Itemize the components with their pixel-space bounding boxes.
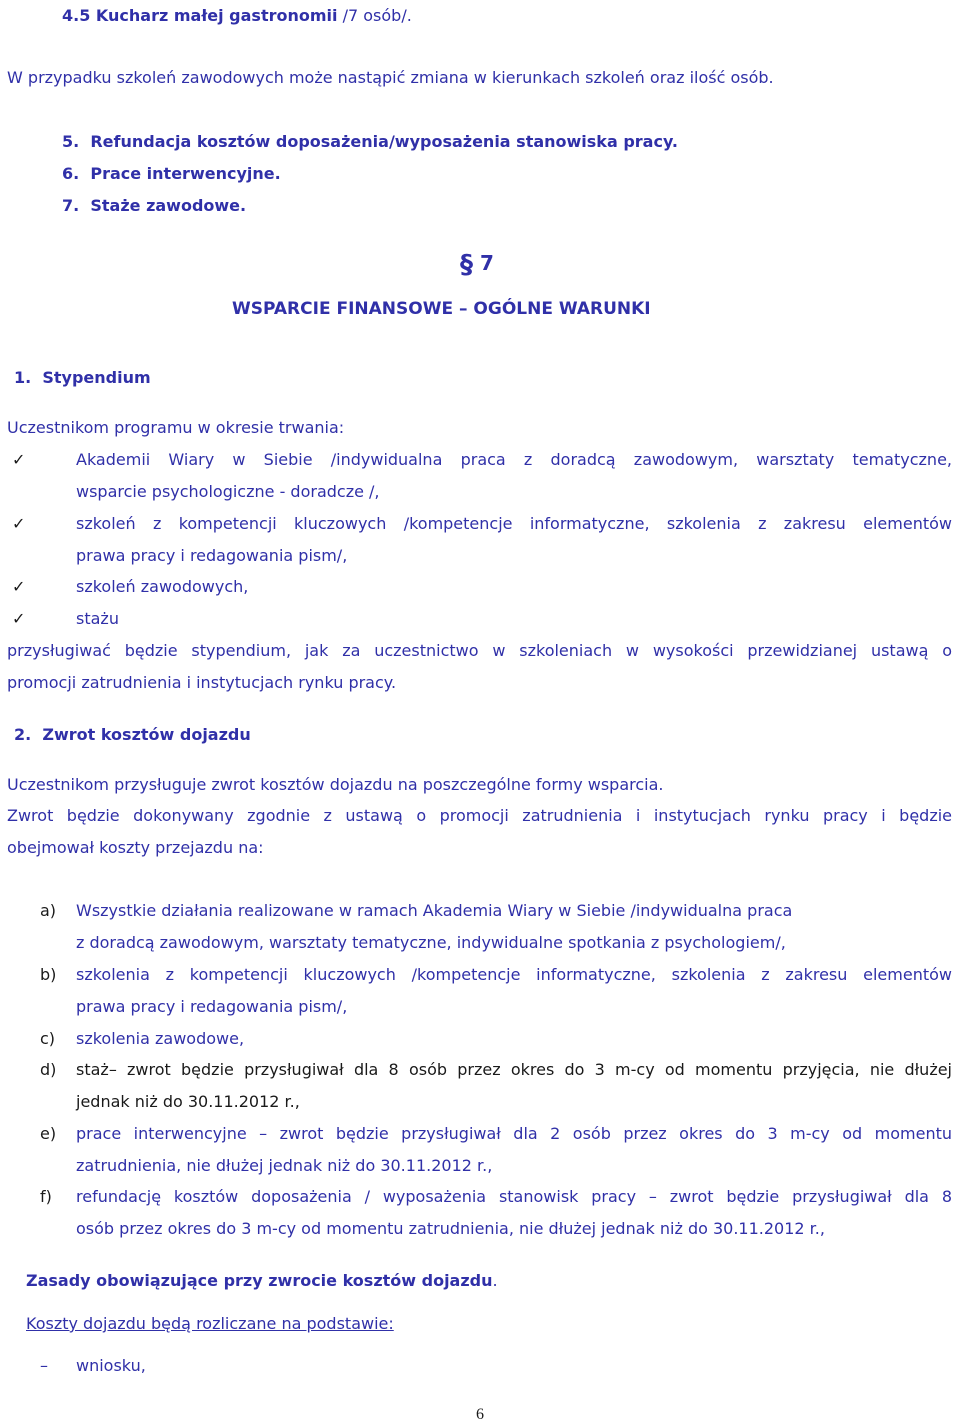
stypendium-closing-line1: przysługiwać będzie stypendium, jak za uczestnictwo w szkoleniach w wysokości przewidzianej ustawą o <box>7 641 952 660</box>
item-marker-a: a) <box>40 901 57 920</box>
item-marker-f: f) <box>40 1187 52 1206</box>
stypendium-heading: 1. Stypendium <box>14 368 151 387</box>
item-marker-c: c) <box>40 1029 56 1048</box>
zwrot-item-a-line1: Wszystkie działania realizowane w ramach Akademia Wiary w Siebie /indywidualna praca <box>76 901 793 920</box>
intro-text: W przypadku szkoleń zawodowych może nastąpić zmiana w kierunkach szkoleń oraz ilość osób. <box>7 68 774 87</box>
stypendium-item-2-line2: prawa pracy i redagowania pism/, <box>76 546 348 565</box>
zwrot-p2-line1: Zwrot będzie dokonywany zgodnie z ustawą o promocji zatrudnienia i instytucjach rynku pracy i będzie <box>7 806 952 825</box>
zwrot-item-f-line2: osób przez okres do 3 m-cy od momentu zatrudnienia, nie dłużej jednak niż do 30.11.2012 r., <box>76 1219 825 1238</box>
header-rest: /7 osób/. <box>337 6 412 25</box>
numbered-item-7: 7. Staże zawodowe. <box>62 196 247 215</box>
numbered-item-5: 5. Refundacja kosztów doposażenia/wyposażenia stanowiska pracy. <box>62 132 678 151</box>
page-number: 6 <box>476 1406 484 1423</box>
section-heading <box>460 250 494 278</box>
item-marker-b: b) <box>40 965 57 984</box>
zwrot-item-f-line1: refundację kosztów doposażenia / wyposażenia stanowisk pracy – zwrot będzie przysługiwał dla 8 <box>76 1187 952 1206</box>
stypendium-item-4: stażu <box>76 609 119 628</box>
stypendium-item-1-line2: wsparcie psychologiczne - doradcze /, <box>76 482 380 501</box>
stypendium-item-3: szkoleń zawodowych, <box>76 577 249 596</box>
zwrot-item-d-line1: staż– zwrot będzie przysługiwał dla 8 osób przez okres do 3 m-cy od momentu przyjęcia, nie dłużej <box>76 1060 952 1079</box>
paragraph-sign: § <box>460 250 473 280</box>
section-number: 7 <box>479 251 494 275</box>
zwrot-item-c: szkolenia zawodowe, <box>76 1029 245 1048</box>
zwrot-item-b-line1: szkolenia z kompetencji kluczowych /kompetencje informatyczne, szkolenia z zakresu elementów <box>76 965 952 984</box>
item-marker-e: e) <box>40 1124 57 1143</box>
check-icon: ✓ <box>12 577 26 596</box>
numbered-item-6: 6. Prace interwencyjne. <box>62 164 281 183</box>
stypendium-closing-line2: promocji zatrudnienia i instytucjach rynku pracy. <box>7 673 397 692</box>
header-line <box>62 6 412 26</box>
dash-bullet: – <box>40 1356 48 1375</box>
stypendium-item-2-line1: szkoleń z kompetencji kluczowych /kompetencje informatyczne, szkolenia z zakresu elementów <box>76 514 952 533</box>
zwrot-item-b-line2: prawa pracy i redagowania pism/, <box>76 997 348 1016</box>
zwrot-item-d-line2: jednak niż do 30.11.2012 r., <box>76 1092 300 1111</box>
zasady-title: Zasady obowiązujące przy zwrocie kosztów dojazdu. <box>26 1271 498 1290</box>
zwrot-item-e-line2: zatrudnienia, nie dłużej jednak niż do 30.11.2012 r., <box>76 1156 493 1175</box>
zwrot-p1: Uczestnikom przysługuje zwrot kosztów dojazdu na poszczególne formy wsparcia. <box>7 775 664 794</box>
header-bold: 4.5 Kucharz małej gastronomii <box>62 6 338 25</box>
zwrot-p2-line2: obejmował koszty przejazdu na: <box>7 838 264 857</box>
stypendium-lead: Uczestnikom programu w okresie trwania: <box>7 418 345 437</box>
zwrot-item-e-line1: prace interwencyjne – zwrot będzie przysługiwał dla 2 osób przez okres do 3 m-cy od momentu <box>76 1124 952 1143</box>
check-icon: ✓ <box>12 514 26 533</box>
zwrot-item-a-line2: z doradcą zawodowym, warsztaty tematyczne, indywidualne spotkania z psychologiem/, <box>76 933 786 952</box>
section-title: WSPARCIE FINANSOWE – OGÓLNE WARUNKI <box>232 299 651 319</box>
check-icon: ✓ <box>12 609 26 628</box>
check-icon: ✓ <box>12 450 26 469</box>
zwrot-heading: 2. Zwrot kosztów dojazdu <box>14 725 251 744</box>
stypendium-item-1-line1: Akademii Wiary w Siebie /indywidualna praca z doradcą zawodowym, warsztaty tematyczne, <box>76 450 952 469</box>
item-marker-d: d) <box>40 1060 57 1079</box>
zasady-item: wniosku, <box>76 1356 146 1375</box>
zasady-subtitle: Koszty dojazdu będą rozliczane na podstawie: <box>26 1314 394 1333</box>
